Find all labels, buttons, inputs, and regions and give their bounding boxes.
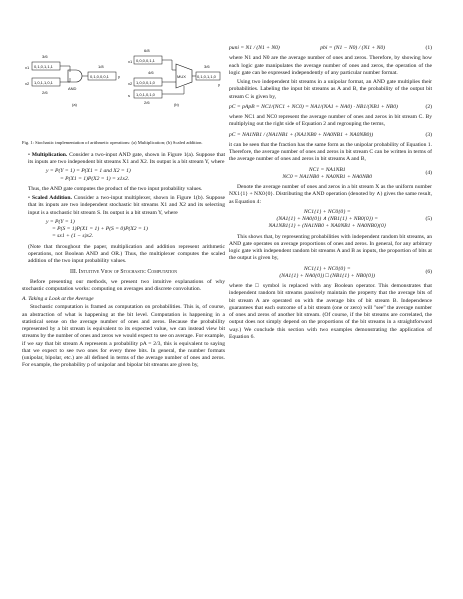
eq1-number: (1): [425, 45, 432, 51]
s-label: s: [128, 93, 130, 98]
para-3: where NC1 and NC0 represent the average number of ones and zeros in bit stream C. By multiplying out the right side of Equation 2 and regrouping the terms,: [229, 114, 432, 128]
subsection-paragraph: Stochastic computation is framed as computation on probabilities. This is, of course, an abstraction of what is happening at the bit level. Computation is happening in a statistical sense on the average number of ones and zeros. Because the probability represented by a bit stream is equivalent to its expected value, we can instead view bit streams by the number of ones and zeros we would expect to see on average. For example, if we say that bit stream A represents a probability pA = 2/3, this is equivalent to saying that we expect to see two ones for every three bits. In general, the number formats (unipolar, bipolar, etc.) are all defined in terms of the average number of ones and zeros. For example, the probability p of unipolar and bipolar bit streams are given by,: [22, 304, 225, 369]
figure-caption: Fig. 1: Stochastic implementation of arithmetic operations: (a) Multiplication; (b) Scaled addition.: [22, 140, 203, 145]
bits-s-label: 1,0,1,0,1,0: [136, 92, 155, 97]
eq1-bipolar: pbi = (N1 − N0) / (N1 + N0): [320, 45, 385, 51]
equation-3: [229, 132, 432, 139]
eq6-line-1: NC1{1} + NC0{0} =: [303, 265, 351, 272]
figure-1-diagram: [22, 42, 225, 138]
multiplication-after: Thus, the AND gate computes the product of the two input probability values.: [28, 185, 203, 192]
frac-y-label: 3/6: [204, 64, 210, 69]
bits-output-label: 0,1,0,0,0,1: [90, 74, 109, 79]
frac-left-label: 3/6: [42, 54, 48, 59]
subfigure-a-label: (a): [72, 102, 77, 107]
equation-2: [229, 104, 432, 111]
frac-x2-label: 4/6: [148, 70, 154, 75]
frac-top-label: 1/8: [98, 64, 104, 69]
add-eq-line-3: = sx1 + (1 − s)x2.: [52, 233, 94, 240]
add-eq-line-2: = P(S = 1)P(X1 = 1) + P(S = 0)P(X2 = 1): [52, 226, 148, 233]
x2-label: x2: [25, 81, 30, 86]
subfigure-b-label: (b): [174, 102, 179, 107]
y-label-b: y: [218, 82, 220, 87]
equation-6: [229, 266, 432, 281]
bits-top-label: 0,1,0,1,1,1: [34, 64, 53, 69]
addition-text: Consider a two-input multiplexer, shown in Figure 1(b). Suppose that its inputs are two independent stochastic bit streams X1 and X2 and its selecting input is a stochastic bit stream S. Its output is a bit stream Y, where: [28, 195, 225, 216]
multiplication-paragraph: • Multiplication. Consider a two-input AND gate, shown in Figure 1(a). Suppose that its inputs are two independent bit streams X1 and X2. Its output is a bit stream Y, where: [28, 151, 225, 166]
mult-eq-line-2: = P(X1 = 1)P(X2 = 1) = x1x2.: [60, 175, 130, 182]
para-5: Denote the average number of ones and zeros in a bit stream X as the uniform number NX1{1} + NX0{0}. Distributing the AND operation (denoted by ∧) gives the same result, as Equation 4:: [229, 184, 432, 205]
mux-label: MUX: [177, 74, 186, 79]
para-6: This shows that, by representing probabilities with independent random bit streams, an AND gate operates on average proportions of ones and zeros. In general, for any arbitrary logic gate with independent random bit streams A and B as inputs, the proportion of bits at the output is given by,: [229, 233, 432, 262]
addition-equation: [46, 219, 225, 241]
bits-y-label: 0,1,0,1,1,0: [197, 74, 216, 79]
equation-5: [229, 209, 432, 231]
right-column: [229, 42, 432, 343]
x1-label-b: x1: [128, 59, 133, 64]
equation-1: [229, 45, 432, 52]
eq6-line-2: (NA1{1} + NA0{0}) □ (NB1{1} + NB0{0}): [279, 272, 376, 279]
eq5-line-3: NA1NB1{1} + (NA1NB0 + NA0NB1 + NA0NB0){0}: [268, 223, 386, 230]
para-2: Using two independent bit streams in a unipolar format, an AND gate multiplies their probabilities. Labeling the input bit streams as A and B, the probability of the output bit stream C is given by,: [229, 79, 432, 100]
figure-1b: [128, 48, 220, 107]
eq5-body: [229, 209, 425, 231]
x1-label: x1: [25, 65, 30, 70]
eq2-number: (2): [425, 103, 432, 110]
eq4-line-2: NC0 = NA1NB0 + NA0NB1 + NA0NB0: [282, 173, 373, 180]
section-heading: III. Intuitive View of Stochastic Computation: [70, 269, 177, 276]
eq5-line-1: NC1{1} + NC0{0} =: [303, 208, 351, 215]
and-gate-label: AND: [68, 86, 77, 91]
figure-1: [22, 42, 225, 138]
multiplication-text: Consider a two-input AND gate, shown in Figure 1(a). Suppose that its inputs are two independent bit streams X1 and X2. Its output is a bit stream Y, where: [28, 151, 225, 166]
note-paragraph: (Note that throughout the paper, multiplication and addition represent arithmetic operations, not Boolean AND and OR.) Thus, the multiplexer computes the scaled addition of the two input probability values.: [28, 243, 225, 265]
addition-head: Scaled Addition.: [32, 195, 72, 202]
frac-s-label: 2/6: [144, 100, 150, 105]
y-label: y: [118, 74, 120, 79]
eq6-number: (6): [425, 269, 432, 276]
left-column: [22, 42, 225, 372]
frac-bottom-label: 2/6: [42, 90, 48, 95]
para-1: where N1 and N0 are the average number of ones and zeros. Therefore, by showing how each logic gate manipulates the average number of ones and zeros, the operation of the logic gate can be expressed independently of any particular number format.: [229, 55, 432, 76]
bits-x1-label: 0,0,0,0,1,1: [136, 58, 155, 63]
eq4-body: [229, 167, 425, 182]
eq5-number: (5): [425, 216, 432, 222]
add-eq-line-1: y = P(Y = 1): [46, 218, 75, 225]
addition-paragraph: • Scaled Addition. Consider a two-input multiplexer, shown in Figure 1(b). Suppose that its inputs are two independent stochastic bit streams X1 and X2 and its selecting input is a stochastic bit stream S. Its output is a bit stream Y, where: [28, 195, 225, 216]
bits-x2-label: 1,0,0,0,1,0: [136, 80, 155, 85]
eq4-number: (4): [425, 170, 432, 177]
figure-1a: [25, 54, 120, 107]
multiplication-head: Multiplication.: [31, 151, 68, 158]
multiplication-equation: [46, 168, 225, 183]
x2-label-b: x2: [128, 81, 133, 86]
eq3-body: pC = NA1NB1 / (NA1NB1 + (NA1NB0 + NA0NB1 + NA0NB0)): [229, 131, 374, 138]
subsection-heading: A. Taking a Look at the Average: [22, 296, 94, 303]
mult-eq-line-1: y = P(Y = 1) = P(X1 = 1 and X2 = 1): [46, 168, 131, 175]
eq2-body: pC = pApB = NC1/(NC1 + NC0) = NA1/(NA1 + NA0) · NB1/(NB1 + NB0): [229, 103, 398, 110]
frac-x1-label: 6/8: [144, 48, 150, 53]
eq5-line-2: (NA1{1} + NA0{0}) ∧ (NB1{1} + NB0{0}) =: [276, 216, 378, 222]
section-paragraph: Before presenting our methods, we present two intuitive explanations of why stochastic computation works: computing on averages and discrete convolution.: [22, 278, 225, 292]
eq6-body: [229, 266, 425, 281]
equation-4: [229, 167, 432, 182]
para-7: where the □ symbol is replaced with any Boolean operator. This demonstrates that independent random bit streams passively maintain the property that the average bits of bit stream A are operated on with the average bits of bit stream B. Independence guarantees that each outcome of a bit stream (one or zero) will "see" the average number of ones and zeros of another bit stream. (Of course, if the bit streams are correlated, the output does not simply depend on the proportions of the bit streams in a straightforward way.) We conclude this section with two examples demonstrating the application of Equation 6.: [229, 283, 432, 340]
eq1-unipolar: puni = N1 / (N1 + N0): [229, 45, 280, 51]
eq3-number: (3): [425, 131, 432, 138]
eq4-line-1: NC1 = NA1NB1: [308, 166, 346, 173]
bits-bottom-label: 1,0,1,1,0,1: [34, 80, 53, 85]
para-4: it can be seen that the fraction has the same form as the unipolar probability of Equation 1. Therefore, the average number of ones and zeros in bit stream C can be written in terms of the average number of ones and zeros in bit streams A and B,: [229, 141, 432, 163]
